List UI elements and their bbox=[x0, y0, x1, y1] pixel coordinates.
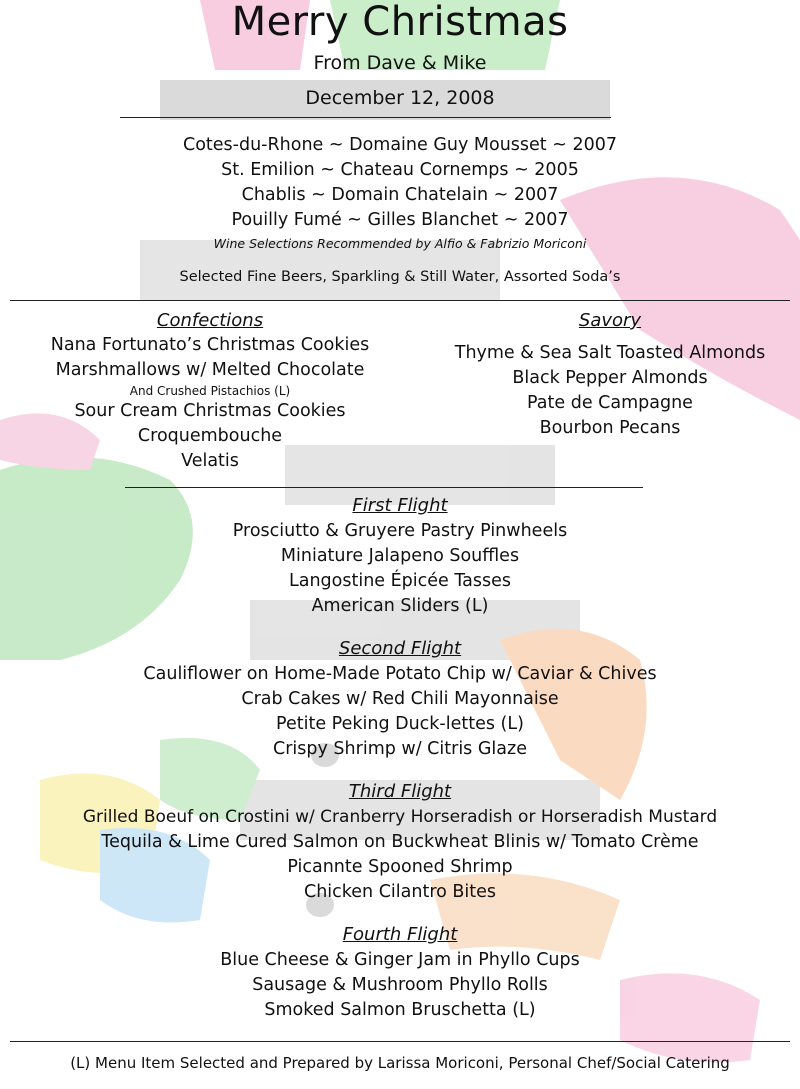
flight-item: Petite Peking Duck-lettes (L) bbox=[276, 714, 524, 734]
savory-section bbox=[410, 309, 800, 441]
flight-item: Picannte Spooned Shrimp bbox=[287, 857, 513, 877]
flight-item: Tequila & Lime Cured Salmon on Buckwheat Blinis w/ Tomato Crème bbox=[101, 832, 699, 852]
footer-note: (L) Menu Item Selected and Prepared by Larissa Moriconi, Personal Chef/Social Catering bbox=[70, 1054, 730, 1072]
third-flight-heading: Third Flight bbox=[348, 781, 452, 802]
savory-item: Thyme & Sea Salt Toasted Almonds bbox=[454, 343, 766, 363]
header-divider bbox=[120, 117, 611, 118]
page-title: Merry Christmas bbox=[231, 0, 569, 45]
flight-item: Cauliflower on Home-Made Potato Chip w/ Caviar & Chives bbox=[143, 664, 657, 684]
first-flight-heading: First Flight bbox=[352, 495, 448, 516]
flight-item: Chicken Cilantro Bites bbox=[303, 882, 497, 902]
section-divider bbox=[125, 487, 643, 488]
flight-item: Blue Cheese & Ginger Jam in Phyllo Cups bbox=[220, 950, 580, 970]
wine-item: Pouilly Fumé ~ Gilles Blanchet ~ 2007 bbox=[231, 210, 569, 230]
savory-item: Black Pepper Almonds bbox=[512, 368, 708, 388]
confection-item: Croquembouche bbox=[137, 426, 283, 446]
wine-note: Wine Selections Recommended by Alfio & Fabrizio Moriconi bbox=[213, 236, 587, 251]
confections-section bbox=[10, 309, 410, 474]
footer-divider bbox=[10, 1041, 790, 1042]
flight-item: American Sliders (L) bbox=[311, 596, 489, 616]
savory-item: Pate de Campagne bbox=[527, 393, 693, 413]
flight-item: Crab Cakes w/ Red Chili Mayonnaise bbox=[241, 689, 559, 709]
flight-item: Sausage & Mushroom Phyllo Rolls bbox=[252, 975, 548, 995]
from-line: From Dave & Mike bbox=[313, 52, 487, 74]
flight-item: Smoked Salmon Bruschetta (L) bbox=[264, 1000, 536, 1020]
wine-item: St. Emilion ~ Chateau Cornemps ~ 2005 bbox=[221, 160, 579, 180]
confection-item-note: And Crushed Pistachios (L) bbox=[129, 384, 291, 398]
savory-heading: Savory bbox=[578, 310, 642, 331]
event-date: December 12, 2008 bbox=[305, 87, 495, 109]
wine-item: Cotes-du-Rhone ~ Domaine Guy Mousset ~ 2007 bbox=[183, 135, 617, 155]
flight-item: Grilled Boeuf on Crostini w/ Cranberry Horseradish or Horseradish Mustard bbox=[82, 807, 718, 827]
flight-item: Miniature Jalapeno Souffles bbox=[280, 546, 520, 566]
flight-item: Prosciutto & Gruyere Pastry Pinwheels bbox=[232, 521, 568, 541]
savory-item: Bourbon Pecans bbox=[539, 418, 681, 438]
flight-item: Langostine Épicée Tasses bbox=[288, 571, 512, 591]
flight-item: Crispy Shrimp w/ Citris Glaze bbox=[273, 739, 527, 759]
confection-item: Velatis bbox=[181, 451, 239, 471]
fourth-flight-heading: Fourth Flight bbox=[342, 924, 458, 945]
wine-item: Chablis ~ Domain Chatelain ~ 2007 bbox=[241, 185, 559, 205]
beverages-line: Selected Fine Beers, Sparkling & Still Water, Assorted Soda’s bbox=[179, 269, 621, 285]
section-divider bbox=[10, 300, 790, 301]
confections-heading: Confections bbox=[156, 310, 264, 331]
confection-item: Nana Fortunato’s Christmas Cookies bbox=[50, 335, 370, 355]
confection-item: Sour Cream Christmas Cookies bbox=[74, 401, 346, 421]
confection-item: Marshmallows w/ Melted Chocolate bbox=[55, 360, 365, 380]
second-flight-heading: Second Flight bbox=[338, 638, 462, 659]
